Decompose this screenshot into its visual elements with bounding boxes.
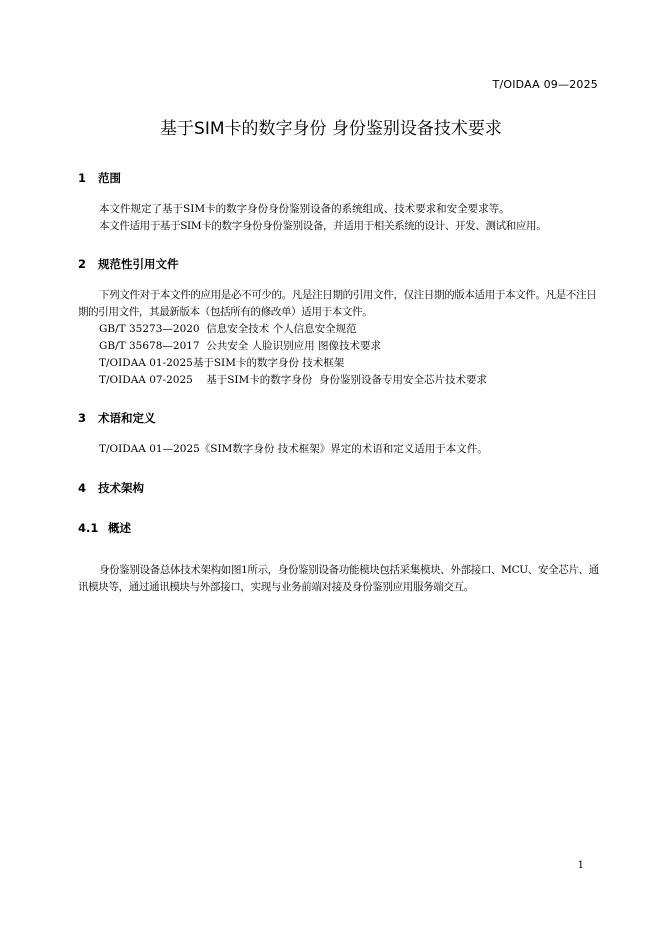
section-number: 2 <box>78 257 87 271</box>
section-1-heading <box>78 170 121 186</box>
document-title: 基于SIM卡的数字身份 身份鉴别设备技术要求 <box>160 119 502 139</box>
subsection-4-1-heading <box>78 520 131 536</box>
page-number: 1 <box>577 860 584 871</box>
section-title: 术语和定义 <box>98 411 156 425</box>
reference-item: GB/T 35273—2020 信息安全技术 个人信息安全规范 <box>99 323 357 335</box>
section-number: 3 <box>78 411 87 425</box>
section-title: 规范性引用文件 <box>98 257 179 271</box>
subsection-number: 4.1 <box>78 521 99 535</box>
reference-item: GB/T 35678—2017 公共安全 人脸识别应用 图像技术要求 <box>99 340 381 352</box>
section-3-paragraph: T/OIDAA 01—2025《SIM数字身份 技术框架》界定的术语和定义适用于本文件。 <box>99 443 488 455</box>
subsection-4-1-paragraph: 身份鉴别设备总体技术架构如图1所示，身份鉴别设备功能模块包括采集模块、外部接口、MCU、安全芯片、通讯模块等，通过通讯模块与外部接口，实现与业务前端对接及身份鉴别应用服务端交互。 <box>78 564 599 593</box>
section-number: 4 <box>78 481 87 495</box>
reference-item: T/OIDAA 01-2025基于SIM卡的数字身份 技术框架 <box>99 357 345 369</box>
section-number: 1 <box>78 171 87 185</box>
section-1-paragraph-1: 本文件规定了基于SIM卡的数字身份身份鉴别设备的系统组成、技术要求和安全要求等。 <box>99 203 510 215</box>
section-1-paragraph-2: 本文件适用于基于SIM卡的数字身份身份鉴别设备，并适用于相关系统的设计、开发、测试和应用。 <box>99 220 547 232</box>
section-title: 范围 <box>98 171 121 185</box>
section-2-intro: 下列文件对于本文件的应用是必不可少的。凡是注日期的引用文件，仅注日期的版本适用于本文件。凡是不注日期的引用文件，其最新版本（包括所有的修改单）适用于本文件。 <box>78 289 597 318</box>
section-title: 技术架构 <box>98 481 144 495</box>
reference-item: T/OIDAA 07-2025 基于SIM卡的数字身份 身份鉴别设备专用安全芯片技术要求 <box>99 374 487 386</box>
section-2-heading <box>78 256 179 272</box>
document-id: T/OIDAA 09—2025 <box>492 78 598 91</box>
subsection-title: 概述 <box>108 521 131 535</box>
section-4-heading <box>78 480 144 496</box>
section-3-heading <box>78 410 156 426</box>
